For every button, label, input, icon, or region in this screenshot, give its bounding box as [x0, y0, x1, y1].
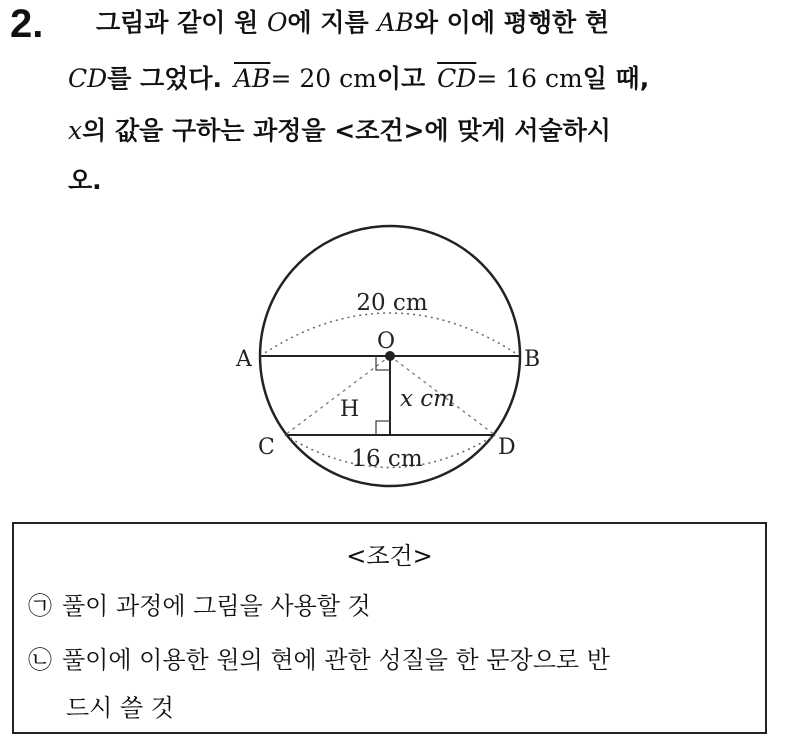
math-o: O	[267, 8, 288, 37]
problem-line-3	[68, 114, 611, 148]
circle-figure	[200, 208, 600, 498]
problem-text: 이고	[376, 64, 426, 93]
problem-text: 를 그었다.	[107, 64, 222, 93]
cd-length: = 16 cm	[476, 64, 583, 93]
math-x: x	[68, 116, 83, 145]
math-cd: CD	[68, 64, 108, 93]
segment-ab-label: $\overline{AB}$	[234, 64, 271, 93]
condition-text: 풀이에 이용한 원의 현에 관한 성질을 한 문장으로 반	[62, 646, 610, 674]
problem-text: 에 지름	[287, 8, 378, 37]
problem-text: 일 때,	[582, 64, 650, 93]
label-c: C	[258, 435, 275, 460]
ab-length: = 20 cm	[270, 64, 377, 93]
label-b: B	[524, 347, 541, 372]
circle-diagram	[200, 208, 600, 498]
problem-line-1	[96, 6, 609, 40]
condition-marker: ㉠	[28, 592, 52, 620]
label-x-cm: x cm	[400, 386, 455, 412]
problem-line-2	[68, 62, 649, 96]
segment-cd-label: $\overline{CD}$	[437, 64, 477, 93]
radius-oc	[285, 356, 390, 435]
condition-item-1	[28, 586, 371, 621]
label-20cm: 20 cm	[356, 290, 428, 316]
problem-text: 의 값을 구하는 과정을 <조건>에 맞게 서술하시	[82, 116, 611, 145]
conditions-title: <조건>	[346, 542, 433, 570]
condition-item-2	[28, 640, 610, 675]
condition-marker: ㉡	[28, 646, 52, 674]
label-d: D	[498, 435, 516, 460]
label-h: H	[340, 397, 360, 422]
problem-number: 2.	[10, 2, 44, 46]
problem-text: 그림과 같이 원	[96, 8, 268, 37]
problem-line-4: 오.	[68, 166, 102, 195]
conditions-box	[12, 522, 767, 734]
label-o: O	[376, 329, 396, 354]
right-angle-mark-h	[376, 421, 390, 435]
label-16cm: 16 cm	[351, 446, 423, 472]
condition-item-2-continued: 드시 쓸 것	[66, 694, 174, 722]
problem-text: 와 이에 평행한 현	[413, 8, 609, 37]
label-a: A	[236, 347, 252, 372]
math-ab: AB	[377, 8, 414, 37]
condition-text: 풀이 과정에 그림을 사용할 것	[62, 592, 371, 620]
